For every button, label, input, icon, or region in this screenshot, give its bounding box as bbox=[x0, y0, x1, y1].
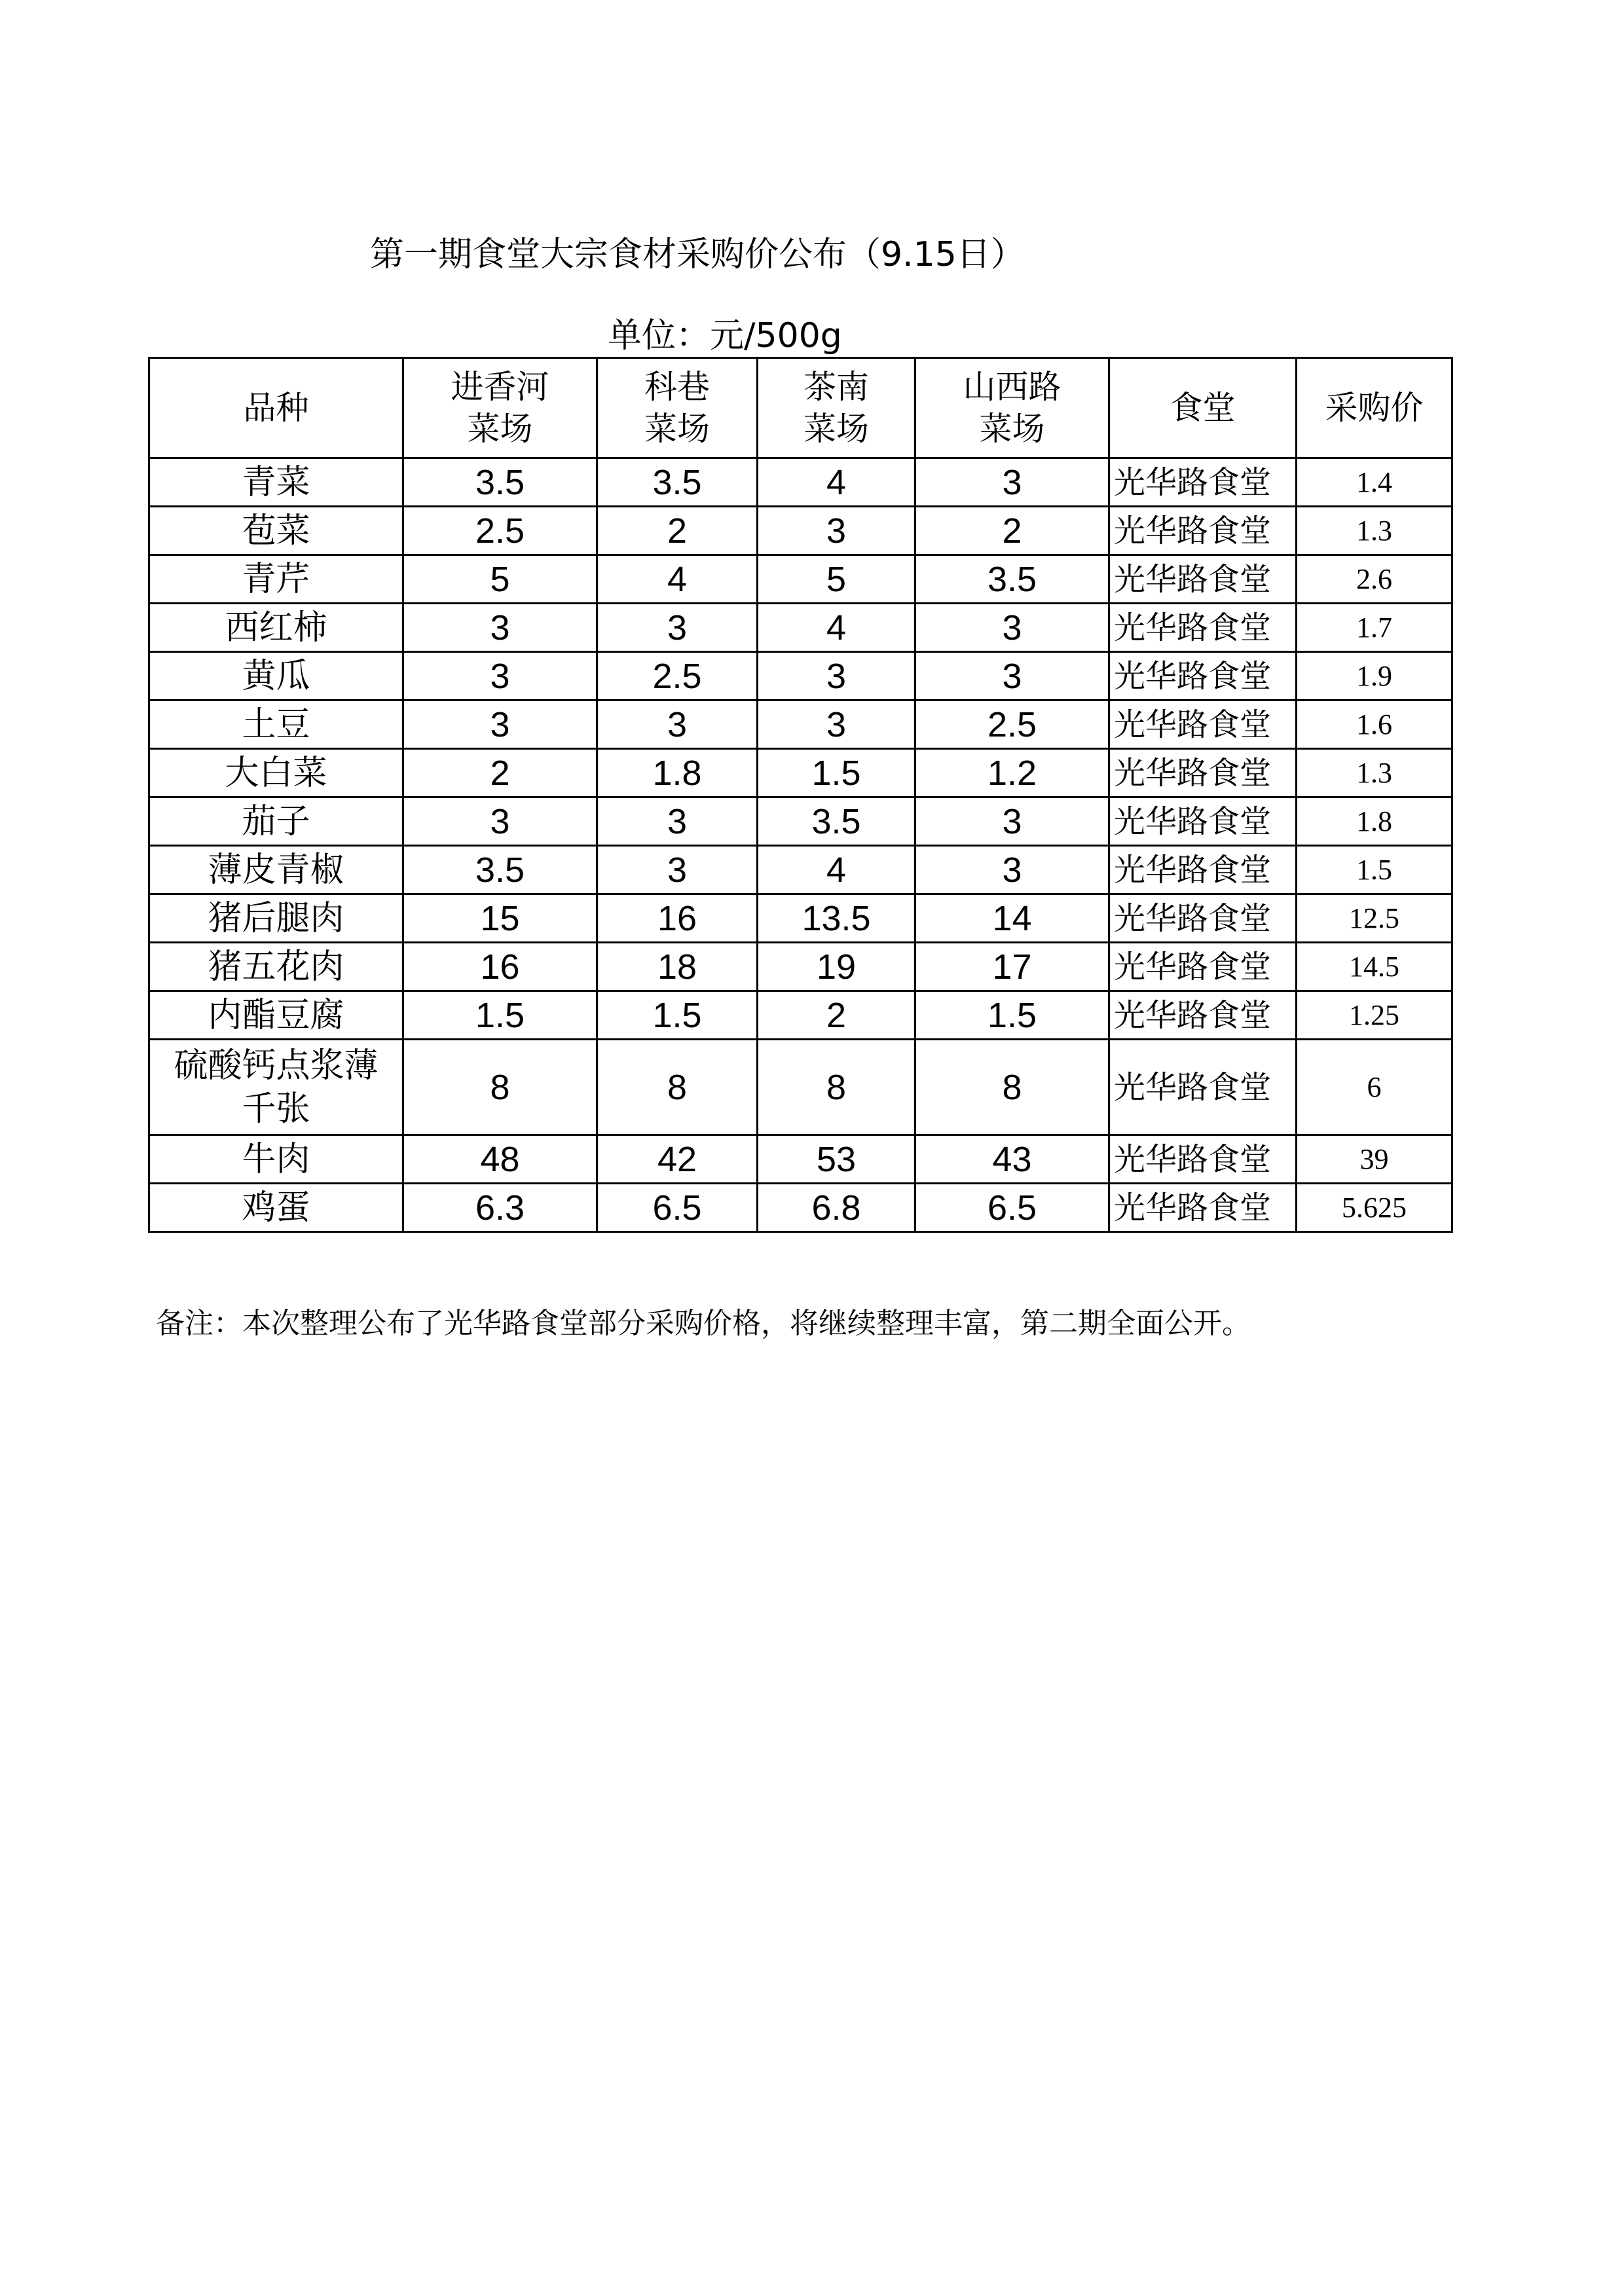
cell-canteen: 光华路食堂 bbox=[1109, 458, 1297, 507]
cell-price-kexiang: 6.5 bbox=[597, 1184, 758, 1232]
cell-price-chanan: 13.5 bbox=[758, 894, 915, 943]
cell-purchase-price: 12.5 bbox=[1297, 894, 1452, 943]
cell-price-jinxianghe: 3.5 bbox=[403, 458, 597, 507]
cell-canteen: 光华路食堂 bbox=[1109, 652, 1297, 701]
cell-canteen: 光华路食堂 bbox=[1109, 604, 1297, 652]
cell-price-chanan: 6.8 bbox=[758, 1184, 915, 1232]
cell-price-chanan: 2 bbox=[758, 991, 915, 1040]
cell-price-jinxianghe: 16 bbox=[403, 943, 597, 991]
cell-price-jinxianghe: 3 bbox=[403, 797, 597, 846]
cell-purchase-price: 1.4 bbox=[1297, 458, 1452, 507]
page-title: 第一期食堂大宗食材采购价公布（9.15日） bbox=[370, 235, 1025, 274]
cell-price-shanxilu: 3 bbox=[915, 458, 1109, 507]
header-market-jinxianghe: 进香河 菜场 bbox=[403, 358, 597, 458]
cell-price-kexiang: 2.5 bbox=[597, 652, 758, 701]
cell-price-shanxilu: 14 bbox=[915, 894, 1109, 943]
cell-price-chanan: 4 bbox=[758, 604, 915, 652]
cell-purchase-price: 2.6 bbox=[1297, 555, 1452, 604]
cell-purchase-price: 5.625 bbox=[1297, 1184, 1452, 1232]
table-row bbox=[149, 943, 1452, 991]
table-row bbox=[149, 458, 1452, 507]
cell-price-shanxilu: 3 bbox=[915, 652, 1109, 701]
cell-price-chanan: 1.5 bbox=[758, 749, 915, 797]
cell-price-shanxilu: 3 bbox=[915, 846, 1109, 894]
cell-price-jinxianghe: 2.5 bbox=[403, 507, 597, 555]
price-table bbox=[148, 357, 1453, 1233]
cell-price-shanxilu: 1.2 bbox=[915, 749, 1109, 797]
cell-variety: 猪五花肉 bbox=[149, 943, 403, 991]
cell-canteen: 光华路食堂 bbox=[1109, 1040, 1297, 1135]
cell-price-jinxianghe: 15 bbox=[403, 894, 597, 943]
table-row bbox=[149, 604, 1452, 652]
cell-variety: 土豆 bbox=[149, 701, 403, 749]
cell-price-jinxianghe: 5 bbox=[403, 555, 597, 604]
cell-price-kexiang: 3 bbox=[597, 797, 758, 846]
cell-price-jinxianghe: 48 bbox=[403, 1135, 597, 1184]
cell-purchase-price: 1.25 bbox=[1297, 991, 1452, 1040]
cell-price-kexiang: 3 bbox=[597, 701, 758, 749]
cell-price-chanan: 3 bbox=[758, 652, 915, 701]
cell-price-chanan: 5 bbox=[758, 555, 915, 604]
cell-price-jinxianghe: 3 bbox=[403, 652, 597, 701]
cell-canteen: 光华路食堂 bbox=[1109, 749, 1297, 797]
cell-price-shanxilu: 3 bbox=[915, 604, 1109, 652]
cell-canteen: 光华路食堂 bbox=[1109, 507, 1297, 555]
cell-purchase-price: 1.8 bbox=[1297, 797, 1452, 846]
table-row bbox=[149, 652, 1452, 701]
table-header-row bbox=[149, 358, 1452, 458]
cell-price-shanxilu: 1.5 bbox=[915, 991, 1109, 1040]
cell-canteen: 光华路食堂 bbox=[1109, 1135, 1297, 1184]
cell-canteen: 光华路食堂 bbox=[1109, 894, 1297, 943]
table-row bbox=[149, 1184, 1452, 1232]
cell-price-shanxilu: 6.5 bbox=[915, 1184, 1109, 1232]
cell-price-jinxianghe: 8 bbox=[403, 1040, 597, 1135]
table-row bbox=[149, 749, 1452, 797]
cell-variety: 苞菜 bbox=[149, 507, 403, 555]
cell-price-chanan: 19 bbox=[758, 943, 915, 991]
cell-price-kexiang: 4 bbox=[597, 555, 758, 604]
cell-variety: 茄子 bbox=[149, 797, 403, 846]
cell-variety: 硫酸钙点浆薄 千张 bbox=[149, 1040, 403, 1135]
cell-variety: 西红柿 bbox=[149, 604, 403, 652]
cell-price-kexiang: 18 bbox=[597, 943, 758, 991]
table-row bbox=[149, 894, 1452, 943]
table-row bbox=[149, 507, 1452, 555]
cell-purchase-price: 14.5 bbox=[1297, 943, 1452, 991]
header-canteen: 食堂 bbox=[1109, 358, 1297, 458]
cell-canteen: 光华路食堂 bbox=[1109, 797, 1297, 846]
cell-price-shanxilu: 17 bbox=[915, 943, 1109, 991]
cell-purchase-price: 1.5 bbox=[1297, 846, 1452, 894]
header-market-chanan: 茶南 菜场 bbox=[758, 358, 915, 458]
cell-variety: 大白菜 bbox=[149, 749, 403, 797]
header-purchase-price: 采购价 bbox=[1297, 358, 1452, 458]
cell-price-chanan: 3 bbox=[758, 701, 915, 749]
cell-price-kexiang: 1.5 bbox=[597, 991, 758, 1040]
cell-purchase-price: 39 bbox=[1297, 1135, 1452, 1184]
cell-price-kexiang: 2 bbox=[597, 507, 758, 555]
unit-label: 单位：元/500g bbox=[608, 316, 842, 355]
cell-canteen: 光华路食堂 bbox=[1109, 701, 1297, 749]
table-row bbox=[149, 1040, 1452, 1135]
table-row bbox=[149, 555, 1452, 604]
cell-price-chanan: 4 bbox=[758, 846, 915, 894]
cell-variety: 青菜 bbox=[149, 458, 403, 507]
cell-canteen: 光华路食堂 bbox=[1109, 555, 1297, 604]
cell-purchase-price: 1.6 bbox=[1297, 701, 1452, 749]
cell-price-jinxianghe: 3 bbox=[403, 701, 597, 749]
cell-variety: 牛肉 bbox=[149, 1135, 403, 1184]
cell-price-kexiang: 42 bbox=[597, 1135, 758, 1184]
cell-canteen: 光华路食堂 bbox=[1109, 1184, 1297, 1232]
cell-price-chanan: 3.5 bbox=[758, 797, 915, 846]
cell-variety: 内酯豆腐 bbox=[149, 991, 403, 1040]
cell-variety: 青芹 bbox=[149, 555, 403, 604]
cell-variety: 黄瓜 bbox=[149, 652, 403, 701]
table-row bbox=[149, 846, 1452, 894]
cell-price-jinxianghe: 2 bbox=[403, 749, 597, 797]
cell-canteen: 光华路食堂 bbox=[1109, 846, 1297, 894]
cell-price-jinxianghe: 3 bbox=[403, 604, 597, 652]
cell-price-kexiang: 3.5 bbox=[597, 458, 758, 507]
cell-price-shanxilu: 3 bbox=[915, 797, 1109, 846]
cell-price-chanan: 3 bbox=[758, 507, 915, 555]
cell-price-shanxilu: 3.5 bbox=[915, 555, 1109, 604]
cell-price-jinxianghe: 1.5 bbox=[403, 991, 597, 1040]
cell-price-kexiang: 16 bbox=[597, 894, 758, 943]
cell-variety: 鸡蛋 bbox=[149, 1184, 403, 1232]
cell-price-kexiang: 1.8 bbox=[597, 749, 758, 797]
cell-purchase-price: 1.3 bbox=[1297, 749, 1452, 797]
cell-price-chanan: 8 bbox=[758, 1040, 915, 1135]
cell-canteen: 光华路食堂 bbox=[1109, 943, 1297, 991]
cell-price-chanan: 53 bbox=[758, 1135, 915, 1184]
cell-price-shanxilu: 2 bbox=[915, 507, 1109, 555]
table-row bbox=[149, 991, 1452, 1040]
cell-price-kexiang: 3 bbox=[597, 604, 758, 652]
cell-purchase-price: 1.9 bbox=[1297, 652, 1452, 701]
cell-price-kexiang: 3 bbox=[597, 846, 758, 894]
cell-canteen: 光华路食堂 bbox=[1109, 991, 1297, 1040]
cell-price-shanxilu: 2.5 bbox=[915, 701, 1109, 749]
cell-variety: 薄皮青椒 bbox=[149, 846, 403, 894]
cell-price-kexiang: 8 bbox=[597, 1040, 758, 1135]
cell-purchase-price: 1.7 bbox=[1297, 604, 1452, 652]
cell-price-chanan: 4 bbox=[758, 458, 915, 507]
header-market-shanxilu: 山西路 菜场 bbox=[915, 358, 1109, 458]
header-market-kexiang: 科巷 菜场 bbox=[597, 358, 758, 458]
table-body bbox=[149, 458, 1452, 1232]
cell-price-shanxilu: 43 bbox=[915, 1135, 1109, 1184]
table-row bbox=[149, 797, 1452, 846]
cell-price-shanxilu: 8 bbox=[915, 1040, 1109, 1135]
footnote: 备注：本次整理公布了光华路食堂部分采购价格，将继续整理丰富，第二期全面公开。 bbox=[156, 1307, 1251, 1340]
cell-price-jinxianghe: 3.5 bbox=[403, 846, 597, 894]
table-row bbox=[149, 701, 1452, 749]
header-variety: 品种 bbox=[149, 358, 403, 458]
cell-price-jinxianghe: 6.3 bbox=[403, 1184, 597, 1232]
table-row bbox=[149, 1135, 1452, 1184]
cell-purchase-price: 6 bbox=[1297, 1040, 1452, 1135]
cell-variety: 猪后腿肉 bbox=[149, 894, 403, 943]
cell-purchase-price: 1.3 bbox=[1297, 507, 1452, 555]
